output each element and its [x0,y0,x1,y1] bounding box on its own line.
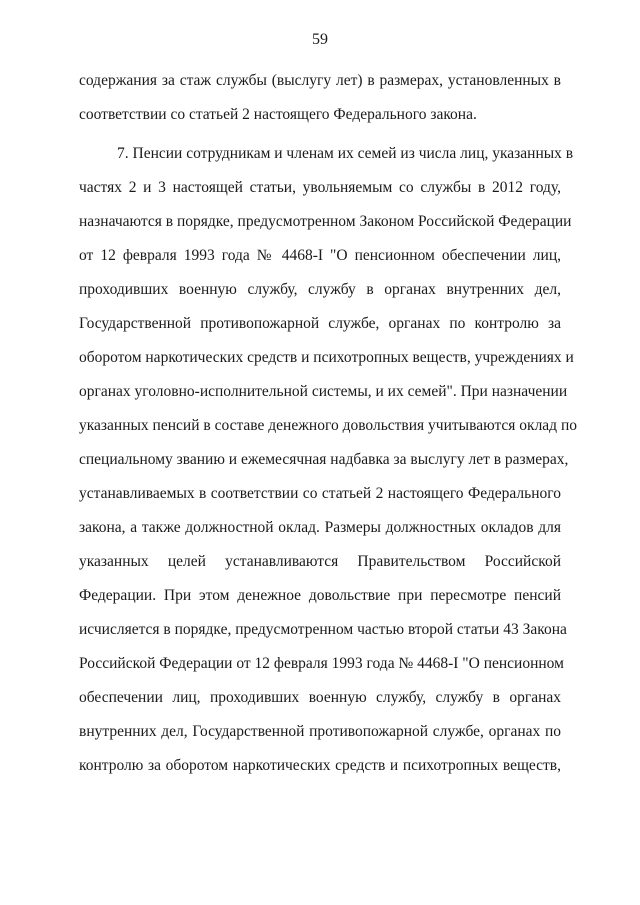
text-line: от 12 февраля 1993 года № 4468-I "О пенсионном обеспечении лиц, [79,247,561,264]
text-line: частях 2 и 3 настоящей статьи, увольняемым со службы в 2012 году, [79,179,561,196]
text-line: обеспечении лиц, проходивших военную службу, службу в органах [79,689,561,706]
text-line: исчисляется в порядке, предусмотренном частью второй статьи 43 Закона [79,621,567,638]
text-line: органах уголовно-исполнительной системы, и их семей". При назначении [79,383,568,400]
text-line: оборотом наркотических средств и психотропных веществ, учреждениях и [79,349,574,366]
text-line: указанных целей устанавливаются Правительством Российской [79,553,561,570]
page-number: 59 [312,31,328,48]
text-line: указанных пенсий в составе денежного довольствия учитываются оклад по [79,417,577,434]
text-line: проходивших военную службу, службу в органах внутренних дел, [79,281,561,298]
text-line: устанавливаемых в соответствии со статьей 2 настоящего Федерального [79,485,561,502]
text-line: внутренних дел, Государственной противопожарной службе, органах по [79,723,561,740]
text-line: Российской Федерации от 12 февраля 1993 года № 4468-I "О пенсионном [79,655,564,672]
text-line: закона, а также должностной оклад. Размеры должностных окладов для [79,519,561,536]
text-line: содержания за стаж службы (выслугу лет) в размерах, установленных в [79,72,561,89]
text-line: соответствии со статьей 2 настоящего Федерального закона. [79,106,477,123]
paragraph-start-line: 7. Пенсии сотрудникам и членам их семей из числа лиц, указанных в [117,145,574,162]
text-line: Федерации. При этом денежное довольствие при пересмотре пенсий [79,587,561,604]
text-line: назначаются в порядке, предусмотренном Законом Российской Федерации [79,213,572,230]
text-line: контролю за оборотом наркотических средств и психотропных веществ, [79,757,561,774]
text-line: Государственной противопожарной службе, органах по контролю за [79,315,561,332]
text-line: специальному званию и ежемесячная надбавка за выслугу лет в размерах, [79,451,569,468]
